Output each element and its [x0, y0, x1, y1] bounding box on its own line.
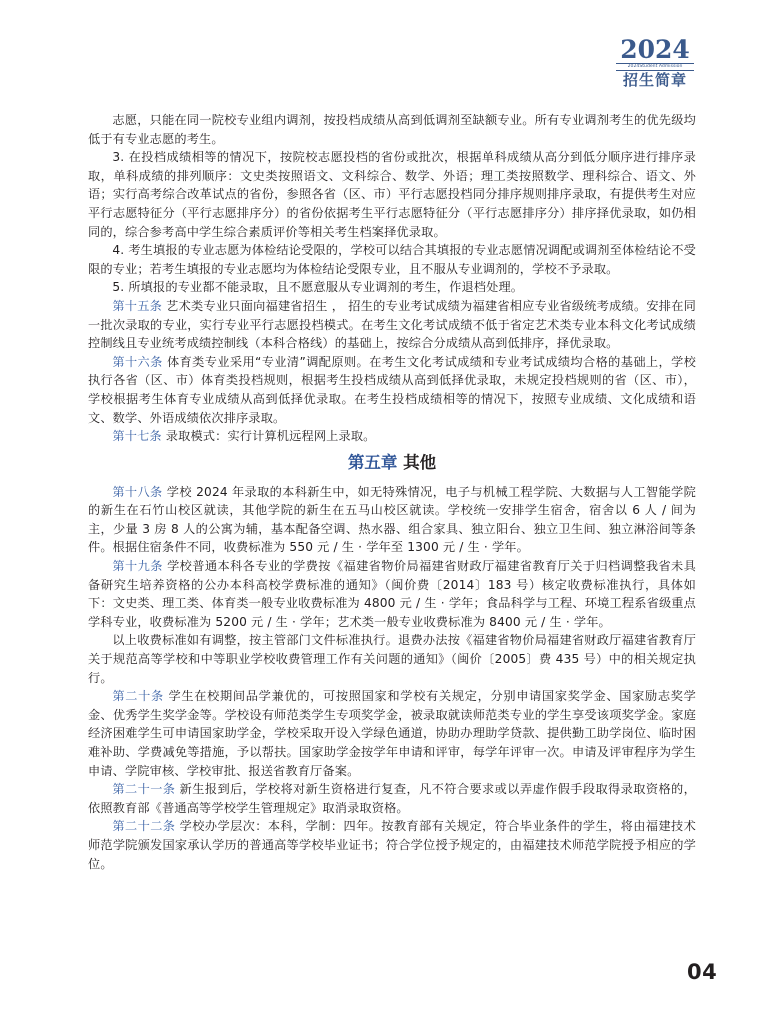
article-label: 第十六条 [112, 354, 163, 369]
paragraph-text: 5. 所填报的专业都不能录取，且不愿意服从专业调剂的考生，作退档处理。 [112, 280, 524, 295]
page-number: 04 [687, 960, 718, 984]
paragraph-text: 体育类专业采用“专业清”调配原则。在考生文化考试成绩和专业考试成绩均合格的基础上，学校执行各省（区、市）体育类投档规则，根据考生投档成绩从高到低择优录取，未规定投档规则的省（区、市），学校根据考生体育专业成绩从高到低择优录取。在考生投档成绩相等的情况下，按照专业成绩、文化成绩和语文、数学、外语成绩依次排序录取。 [88, 354, 696, 425]
paragraph-text: 4. 考生填报的专业志愿为体检结论受限的，学校可以结合其填报的专业志愿情况调配或调剂至体检结论不受限的专业；若考生填报的专业志愿均为体检结论受限专业，且不服从专业调剂的，学校不予录取。 [88, 243, 696, 276]
section-other [88, 483, 696, 873]
paragraph-text: 志愿，只能在同一院校专业组内调剂，按投档成绩从高到低调剂至缺额专业。所有专业调剂考生的优先级均低于有专业志愿的考生。 [88, 113, 696, 146]
article-16 [88, 353, 696, 427]
paragraph [88, 278, 696, 297]
article-15 [88, 297, 696, 353]
article-label: 第十八条 [112, 484, 163, 499]
paragraph-text: 3. 在投档成绩相等的情况下，按院校志愿投档的省份或批次，根据单科成绩从高分到低分顺序进行排序录取，单科成绩的排列顺序：文史类按照语文、文科综合、数学、外语；理工类按照数学、理科综合、语文、外语；实行高考综合改革试点的省份，参照各省（区、市）平行志愿投档同分排序规则排序录取，有提供考生对应平行志愿特征分（平行志愿排序分）的省份依据考生平行志愿特征分（平行志愿排序分）排序择优录取，如仍相同的，综合参考高中学生综合素质评价等相关考生档案择优录取。 [88, 150, 696, 239]
page-content [88, 111, 696, 873]
paragraph [88, 148, 696, 241]
brochure-brand-logo [616, 35, 694, 90]
paragraph-text: 学校办学层次：本科，学制：四年。按教育部有关规定，符合毕业条件的学生，将由福建技术师范学院颁发国家承认学历的普通高等学校毕业证书；符合学位授予规定的，由福建技术师范学院授予相应的学位。 [88, 819, 696, 871]
article-label: 第十五条 [112, 298, 163, 313]
paragraph [88, 631, 696, 687]
paragraph-text: 以上收费标准如有调整，按主管部门文件标准执行。退费办法按《福建省物价局福建省财政厅福建省教育厅关于规范高等学校和中等职业学校收费管理工作有关问题的通知》（闽价〔2005〕费 435 号）中的相关规定执行。 [88, 633, 696, 685]
article-19 [88, 557, 696, 631]
paragraph-text: 学生在校期间品学兼优的，可按照国家和学校有关规定，分别申请国家奖学金、国家励志奖学金、优秀学生奖学金等。学校设有师范类学生专项奖学金，被录取就读师范类专业的学生享受该项奖学金。家庭经济困难学生可申请国家助学金，学校采取开设入学绿色通道，协助办理助学贷款、提供勤工助学岗位、临时困难补助、学费减免等措施，予以帮扶。国家助学金按学年申请和评审，每学年评审一次。申请及评审程序为学生申请、学院审核、学校审批、报送省教育厅备案。 [88, 689, 696, 778]
brand-year: 2024 [620, 35, 690, 64]
article-22 [88, 817, 696, 873]
paragraph-text: 新生报到后，学校将对新生资格进行复查，凡不符合要求或以弄虚作假手段取得录取资格的，依照教育部《普通高等学校学生管理规定》取消录取资格。 [88, 782, 696, 815]
brand-subtitle: 2024Student Admission [616, 63, 694, 71]
brand-title: 招生简章 [622, 71, 687, 89]
article-label: 第十七条 [112, 429, 162, 444]
article-label: 第十九条 [112, 559, 163, 574]
article-17 [88, 427, 696, 446]
paragraph [88, 241, 696, 278]
section-admission-rules [88, 111, 696, 446]
paragraph [88, 111, 696, 148]
paragraph-text: 录取模式：实行计算机远程网上录取。 [161, 429, 376, 444]
chapter-number: 第五章 [347, 452, 398, 472]
article-20 [88, 687, 696, 780]
article-label: 第二十二条 [112, 819, 176, 834]
article-label: 第二十一条 [112, 782, 176, 797]
chapter-name: 其他 [403, 452, 437, 472]
chapter-heading [88, 452, 696, 474]
article-18 [88, 483, 696, 557]
paragraph-text: 学校 2024 年录取的本科新生中，如无特殊情况，电子与机械工程学院、大数据与人工智能学院的新生在石竹山校区就读，其他学院的新生在五马山校区就读。学校统一安排学生宿舍，宿舍以 6 人 / 间为主，少量 3 房 8 人的公寓为辅，基本配备空调、热水器、组合家具、独立阳台、独立卫生间、独立淋浴间等条件。根据住宿条件不同，收费标准为 550 元 / 生 · 学年至 1300 元 / 生 · 学年。 [88, 484, 696, 555]
paragraph-text: 艺术类专业只面向福建省招生 ， 招生的专业考试成绩为福建省相应专业省级统考成绩。安排在同一批次录取的专业，实行专业平行志愿投档模式。在考生文化考试成绩不低于省定艺术类专业本科文化考试成绩控制线且专业统考成绩控制线（本科合格线）的基础上，按综合分成绩从高到低排序，择优录取。 [88, 298, 696, 351]
article-21 [88, 780, 696, 817]
paragraph-text: 学校普通本科各专业的学费按《福建省物价局福建省财政厅福建省教育厅关于归档调整我省未具备研究生培养资格的公办本科高校学费标准的通知》（闽价费〔2014〕183 号）核定收费标准执行，具体如下：文史类、理工类、体育类一般专业收费标准为 4800 元 / 生 · 学年；食品科学与工程、环境工程系省级重点学科专业，收费标准为 5200 元 / 生 · 学年；艺术类一般专业收费标准为 8400 元 / 生 · 学年。 [88, 559, 696, 629]
article-label: 第二十条 [112, 689, 164, 704]
